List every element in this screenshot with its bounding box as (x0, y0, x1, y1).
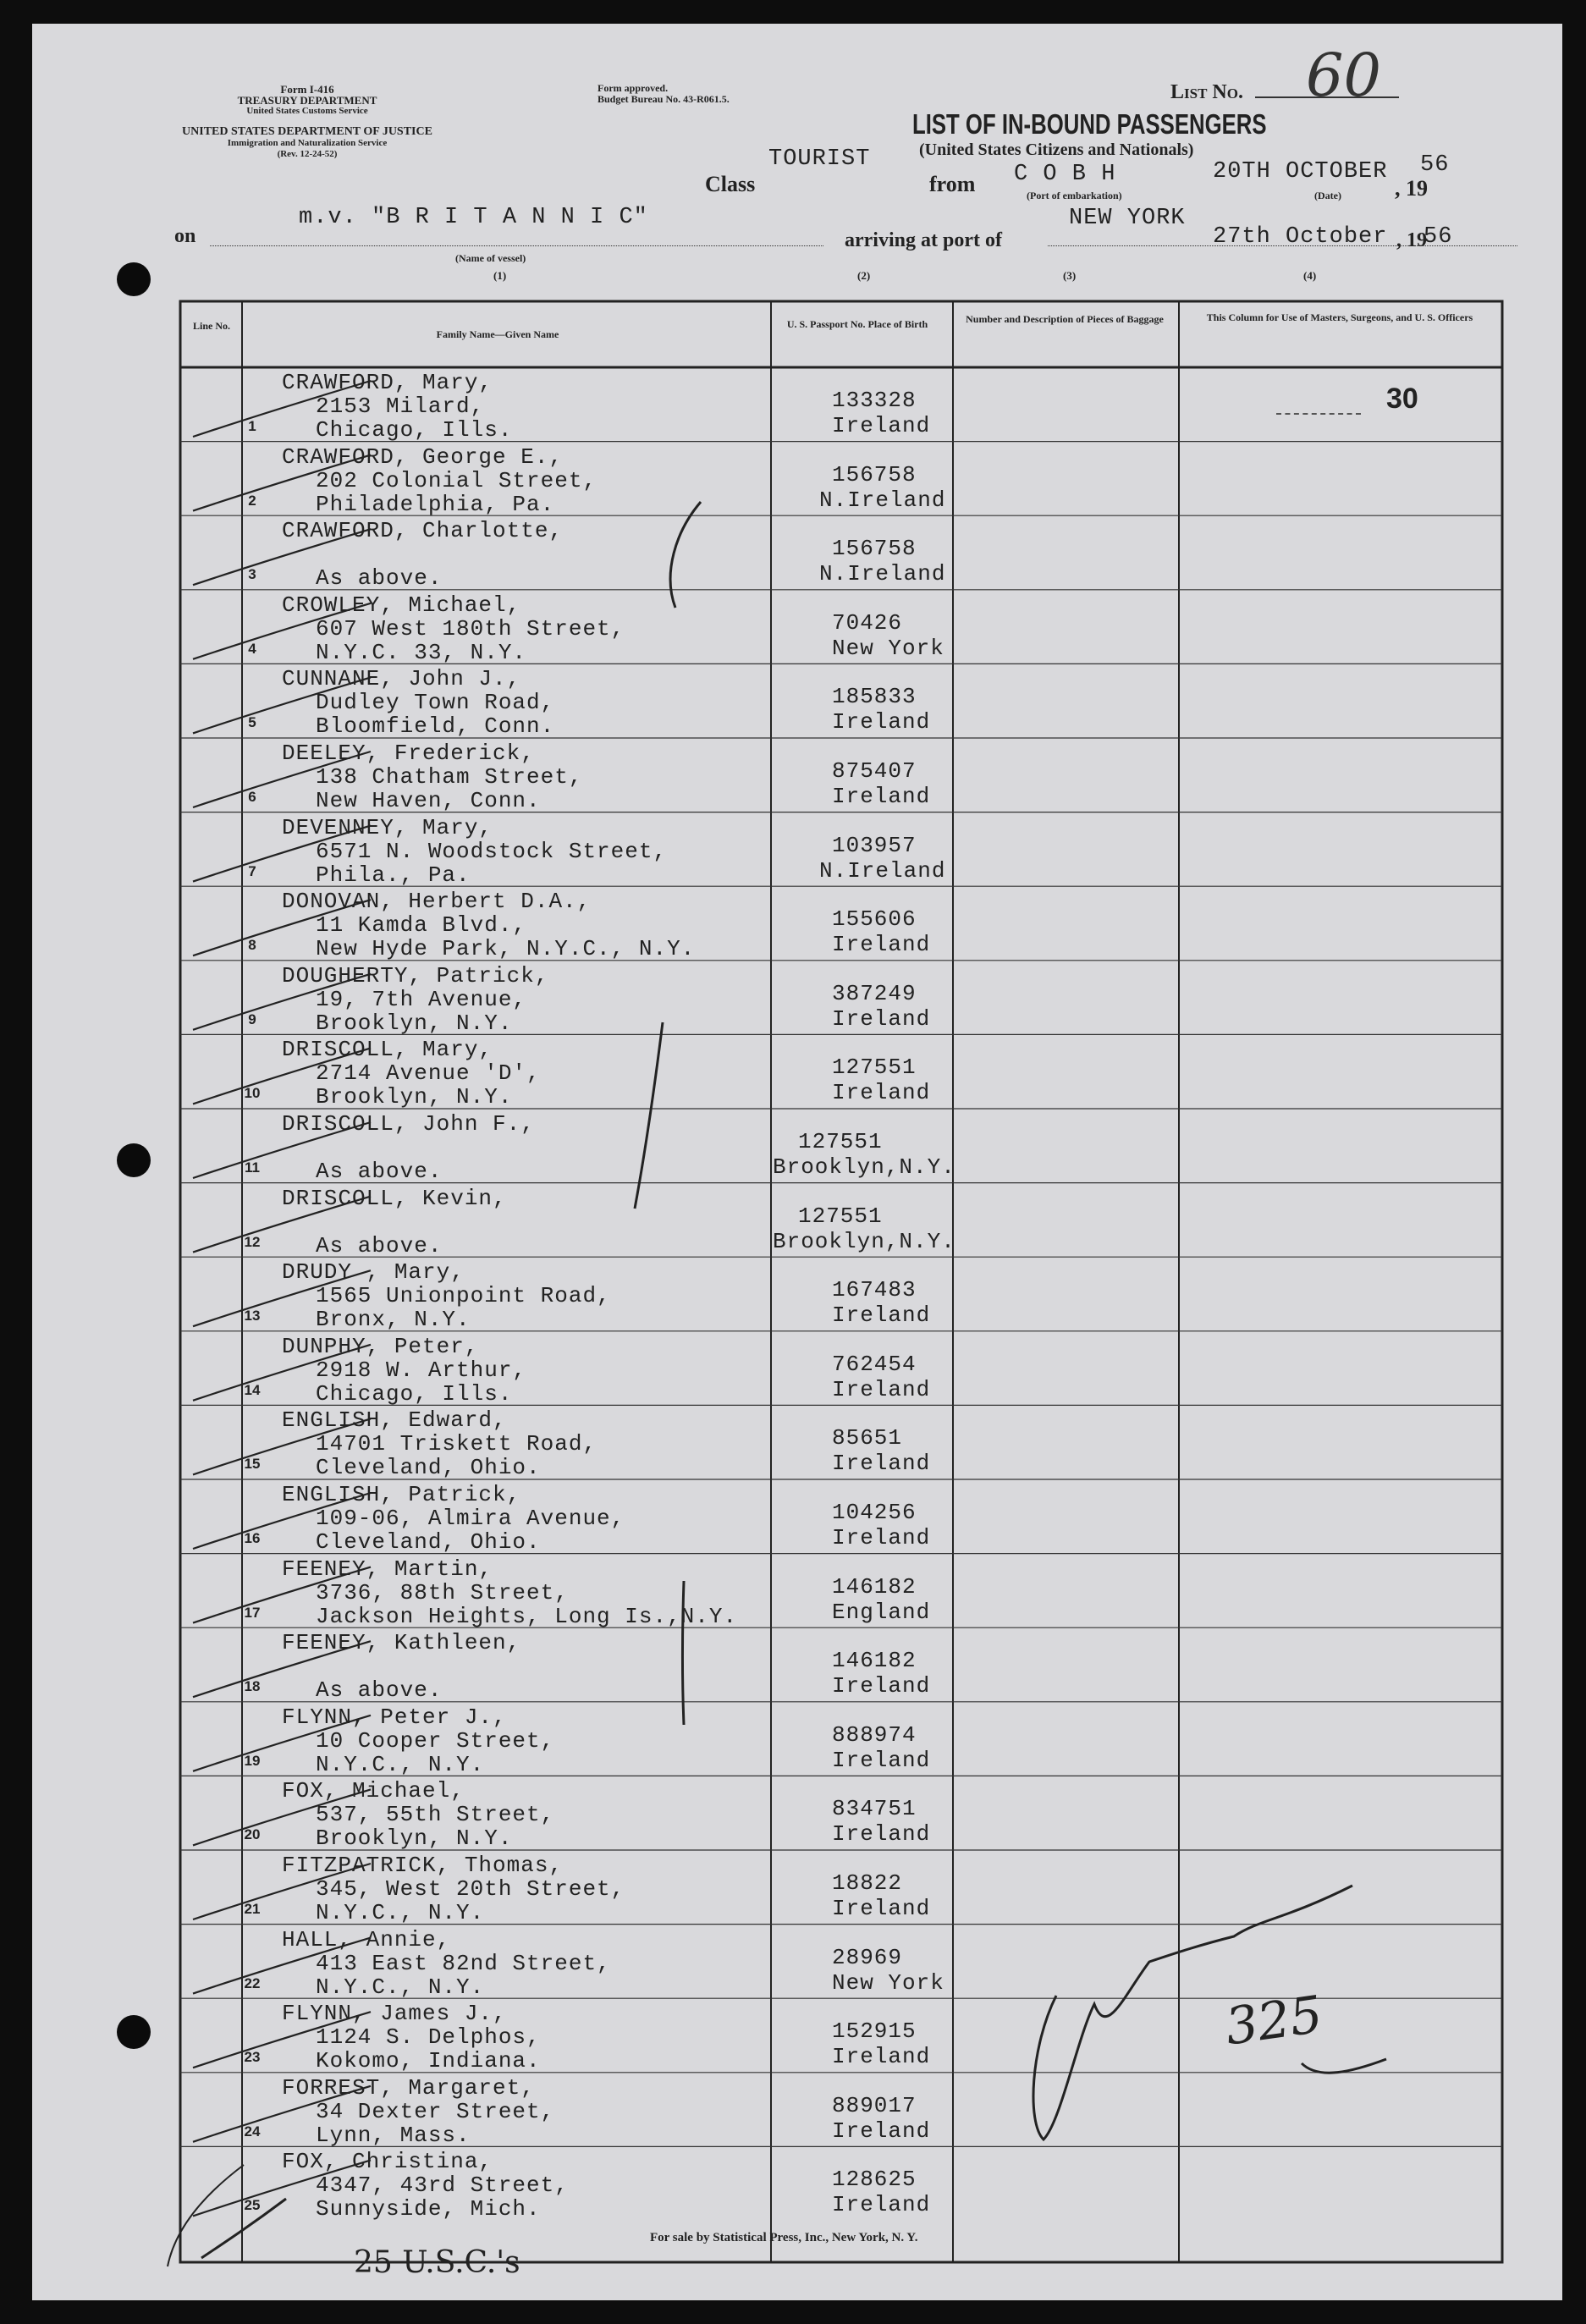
passenger-name: CUNNANE, John J., (282, 666, 521, 692)
address-line-1: 537, 55th Street, (316, 1802, 555, 1828)
address-line-2: Chicago, Ills. (316, 1380, 513, 1407)
vessel-caption: (Name of vessel) (455, 252, 526, 264)
passport-number: 889017 (832, 2092, 917, 2118)
address-line-2: Jackson Heights, Long Is.,N.Y. (316, 1603, 738, 1629)
line-number: 1 (248, 418, 256, 434)
passenger-name: FEENEY, Martin, (282, 1556, 493, 1582)
passenger-name: DRISCOLL, John F., (282, 1111, 535, 1137)
class-value: TOURIST (768, 146, 871, 172)
list-no-handwritten: 60 (1306, 41, 1382, 110)
place-of-birth: Ireland (832, 709, 931, 735)
address-line-1: 109-06, Almira Avenue, (316, 1506, 625, 1531)
list-no-label: List No. (1170, 81, 1243, 103)
signature-number: 325 (1221, 1985, 1326, 2057)
address-line-1: 138 Chatham Street, (316, 764, 583, 790)
address-line-2: Sunnyside, Mich. (316, 2196, 541, 2222)
embark-year: 56 (1420, 152, 1450, 178)
passport-number: 28969 (832, 1944, 903, 1970)
col-header-officers: This Column for Use of Masters, Surgeons, and U. S. Officers (1206, 311, 1473, 323)
address-line-2: Kokomo, Indiana. (316, 2048, 541, 2074)
passenger-name: FEENEY, Kathleen, (282, 1630, 521, 1656)
table-row (32, 1479, 1562, 1554)
place-of-birth: Ireland (832, 1302, 931, 1329)
address-line-1: 413 East 82nd Street, (316, 1950, 611, 1976)
passport-number: 104256 (832, 1500, 917, 1525)
passenger-name: ENGLISH, Edward, (282, 1407, 507, 1434)
passport-number: 888974 (832, 1721, 917, 1748)
arriving-label: arriving at port of (845, 229, 1002, 251)
passenger-name: DRISCOLL, Kevin, (282, 1185, 507, 1211)
place-of-birth: Ireland (832, 1673, 931, 1699)
table-row (32, 1034, 1562, 1109)
address-line-2: Cleveland, Ohio. (316, 1455, 541, 1481)
table-row (32, 886, 1562, 961)
table-row (32, 1702, 1562, 1776)
treasury-dept: TREASURY DEPARTMENT (237, 94, 377, 107)
passport-number: 156758 (832, 536, 917, 562)
table-row (32, 1257, 1562, 1331)
passenger-name: ENGLISH, Patrick, (282, 1482, 521, 1507)
address-line-2: New Hyde Park, N.Y.C., N.Y. (316, 936, 696, 962)
revision: (Rev. 12-24-52) (277, 149, 338, 159)
place-of-birth: Ireland (832, 932, 931, 958)
arrival-year-prefix: , 19 (1396, 229, 1427, 251)
place-of-birth: Ireland (832, 2117, 931, 2144)
address-line-2: N.Y.C., N.Y. (316, 1900, 485, 1925)
address-line-1: 3736, 88th Street, (316, 1579, 569, 1605)
line-number: 24 (244, 2123, 261, 2140)
table-row (32, 664, 1562, 738)
form-subtitle: (United States Citizens and Nationals) (919, 140, 1194, 159)
passport-number: 152915 (832, 2018, 917, 2045)
place-of-birth: Ireland (832, 2192, 931, 2218)
from-label: from (929, 172, 976, 196)
address-line-2: Lynn, Mass. (316, 2122, 471, 2148)
table-row (32, 1998, 1562, 2073)
table-row (32, 1183, 1562, 1258)
address-line-1: 607 West 180th Street, (316, 615, 625, 642)
passenger-name: FORREST, Margaret, (282, 2074, 535, 2101)
passport-number: 167483 (832, 1277, 917, 1303)
document-page (32, 24, 1562, 2300)
col-num-1: (1) (493, 269, 507, 282)
passport-number: 155606 (832, 906, 917, 933)
passenger-name: FITZPATRICK, Thomas, (282, 1853, 564, 1878)
arrival-port: NEW YORK (1069, 206, 1186, 231)
address-line-1: 1124 S. Delphos, (316, 2024, 541, 2051)
line-number: 4 (248, 640, 256, 657)
passenger-name: DRUDY , Mary, (282, 1259, 465, 1286)
passport-number: 127551 (798, 1129, 883, 1154)
place-of-birth: Ireland (832, 1080, 931, 1106)
line-number: 21 (244, 1901, 261, 1917)
passenger-name: HALL, Annie, (282, 1926, 451, 1952)
passport-number: 103957 (832, 832, 917, 858)
passport-number: 127551 (798, 1203, 883, 1229)
table-row (32, 1405, 1562, 1479)
passenger-name: CRAWFORD, Charlotte, (282, 518, 564, 544)
place-of-birth: Ireland (832, 1821, 931, 1848)
printer-note: For sale by Statistical Press, Inc., New York, N. Y. (650, 2231, 918, 2244)
table-row (32, 1109, 1562, 1183)
address-line-2: As above. (316, 565, 443, 592)
form-title: LIST OF IN-BOUND PASSENGERS (912, 108, 1267, 140)
passport-number: 127551 (832, 1055, 917, 1081)
line-number: 15 (244, 1456, 261, 1473)
passport-number: 146182 (832, 1648, 917, 1674)
address-line-2: Bronx, N.Y. (316, 1307, 471, 1333)
col-header-baggage: Number and Description of Pieces of Baggage (966, 313, 1164, 325)
place-of-birth: N.Ireland (819, 857, 946, 884)
address-line-2: Chicago, Ills. (316, 417, 513, 443)
address-line-1: 345, West 20th Street, (316, 1876, 625, 1902)
passport-number: 156758 (832, 461, 917, 487)
passport-number: 18822 (832, 1870, 903, 1896)
address-line-2: As above. (316, 1159, 443, 1184)
address-line-2: As above. (316, 1677, 443, 1704)
passenger-name: DUNPHY, Peter, (282, 1333, 479, 1359)
port-embarkation: C O B H (1014, 162, 1116, 187)
class-label: Class (705, 172, 756, 196)
table-row (32, 1925, 1562, 1999)
line-number: 12 (244, 1233, 261, 1250)
place-of-birth: Ireland (832, 413, 931, 438)
officer-note: 30 (1386, 383, 1418, 415)
passport-number: 185833 (832, 684, 917, 710)
line-number: 3 (248, 566, 256, 583)
passenger-name: CROWLEY, Michael, (282, 592, 521, 618)
line-number: 2 (248, 492, 256, 509)
place-of-birth: Ireland (832, 1005, 931, 1032)
place-of-birth: Ireland (832, 1451, 931, 1477)
address-line-1: 34 Dexter Street, (316, 2098, 555, 2124)
place-of-birth: Brooklyn,N.Y. (773, 1228, 955, 1254)
table-row (32, 1776, 1562, 1850)
table-row (32, 1554, 1562, 1628)
table-row (32, 1627, 1562, 1702)
place-of-birth: Brooklyn,N.Y. (773, 1154, 955, 1180)
line-number: 13 (244, 1308, 261, 1324)
place-of-birth: Ireland (832, 1376, 931, 1402)
line-number: 20 (244, 1826, 261, 1843)
line-number: 10 (244, 1085, 261, 1102)
address-line-2: Brooklyn, N.Y. (316, 1826, 513, 1852)
address-line-1: 4347, 43rd Street, (316, 2173, 569, 2199)
address-line-1: 2153 Milard, (316, 394, 485, 419)
line-number: 11 (245, 1159, 260, 1176)
count-note: 25 U.S.C.'s (354, 2245, 520, 2280)
line-number: 17 (244, 1604, 261, 1621)
date-caption: (Date) (1314, 190, 1341, 201)
on-label: on (174, 225, 196, 247)
address-line-2: N.Y.C., N.Y. (316, 1751, 485, 1777)
address-line-2: N.Y.C., N.Y. (316, 1974, 485, 2000)
address-line-1: 6571 N. Woodstock Street, (316, 838, 668, 864)
table-row (32, 2146, 1562, 2221)
line-number: 7 (248, 862, 256, 879)
table-row (32, 1850, 1562, 1925)
customs-service: United States Customs Service (246, 106, 368, 116)
col-num-3: (3) (1063, 269, 1077, 282)
form-approved: Form approved. (598, 82, 669, 94)
place-of-birth: Ireland (832, 1896, 931, 1921)
table-row (32, 515, 1562, 590)
passport-number: 85651 (832, 1425, 903, 1451)
table-row (32, 738, 1562, 812)
table-row (32, 442, 1562, 516)
place-of-birth: N.Ireland (819, 487, 946, 513)
passenger-name: CRAWFORD, Mary, (282, 370, 493, 395)
place-of-birth: Ireland (832, 1525, 931, 1550)
vessel-name: m.v. "B R I T A N N I C" (299, 205, 648, 230)
line-number: 5 (248, 714, 256, 731)
line-number: 22 (244, 1974, 261, 1991)
line-number: 16 (244, 1530, 261, 1546)
line-number: 9 (248, 1011, 256, 1027)
passenger-name: DEELEY, Frederick, (282, 741, 535, 766)
table-row (32, 590, 1562, 664)
table-row (32, 961, 1562, 1035)
budget-bureau: Budget Bureau No. 43-R061.5. (598, 93, 730, 105)
col-header-name: Family Name—Given Name (436, 328, 559, 340)
passenger-name: DONOVAN, Herbert D.A., (282, 889, 592, 915)
address-line-1: 19, 7th Avenue, (316, 986, 527, 1012)
line-number: 19 (244, 1752, 261, 1769)
table-row (32, 812, 1562, 887)
col-header-line-no: Line No. (192, 320, 230, 332)
passenger-name: FOX, Michael, (282, 1778, 465, 1804)
passport-number: 70426 (832, 609, 903, 636)
address-line-2: Philadelphia, Pa. (316, 491, 555, 517)
passport-number: 762454 (832, 1351, 917, 1377)
passenger-name: FLYNN, James J., (282, 2001, 507, 2027)
address-line-2: N.Y.C. 33, N.Y. (316, 639, 527, 665)
passenger-name: DEVENNEY, Mary, (282, 814, 493, 840)
passport-number: 146182 (832, 1573, 917, 1600)
line-number: 25 (244, 2197, 261, 2214)
line-number: 18 (244, 1678, 261, 1695)
address-line-1: 11 Kamda Blvd., (316, 912, 527, 939)
address-line-1: 1565 Unionpoint Road, (316, 1283, 611, 1309)
passenger-name: DOUGHERTY, Patrick, (282, 962, 549, 989)
place-of-birth: Ireland (832, 2044, 931, 2070)
passenger-name: DRISCOLL, Mary, (282, 1037, 493, 1063)
arrival-date: 27th October (1213, 224, 1388, 250)
form-number: Form I-416 (280, 83, 334, 96)
place-of-birth: New York (832, 635, 944, 661)
address-line-1: 14701 Triskett Road, (316, 1431, 598, 1457)
passport-number: 128625 (832, 2167, 917, 2193)
passport-number: 133328 (832, 388, 917, 413)
place-of-birth: England (832, 1599, 931, 1625)
line-number: 14 (244, 1381, 261, 1398)
address-line-2: As above. (316, 1232, 443, 1258)
address-line-2: Phila., Pa. (316, 862, 471, 888)
place-of-birth: N.Ireland (819, 561, 946, 587)
passport-number: 834751 (832, 1796, 917, 1822)
address-line-1: 2918 W. Arthur, (316, 1357, 527, 1383)
col-num-4: (4) (1303, 269, 1317, 282)
address-line-2: Cleveland, Ohio. (316, 1529, 541, 1555)
passport-number: 387249 (832, 980, 917, 1006)
port-embark-caption: (Port of embarkation) (1027, 190, 1122, 201)
table-row (32, 367, 1562, 442)
place-of-birth: Ireland (832, 784, 931, 809)
address-line-1: 202 Colonial Street, (316, 467, 598, 493)
justice-dept: UNITED STATES DEPARTMENT OF JUSTICE (182, 125, 432, 138)
ins-service: Immigration and Naturalization Service (227, 138, 388, 148)
address-line-1: Dudley Town Road, (316, 690, 555, 716)
place-of-birth: New York (832, 1969, 944, 1996)
place-of-birth: Ireland (832, 1747, 931, 1773)
address-line-2: Brooklyn, N.Y. (316, 1084, 513, 1110)
table-row (32, 1331, 1562, 1406)
passenger-name: CRAWFORD, George E., (282, 443, 564, 470)
col-num-2: (2) (857, 269, 871, 282)
address-line-1: 10 Cooper Street, (316, 1727, 555, 1754)
passport-number: 875407 (832, 758, 917, 784)
passenger-name: FLYNN, Peter J., (282, 1704, 507, 1730)
address-line-1: 2714 Avenue 'D', (316, 1060, 541, 1087)
line-number: 8 (248, 937, 256, 954)
embark-year-prefix: , 19 (1395, 176, 1428, 201)
address-line-2: Brooklyn, N.Y. (316, 1010, 513, 1036)
address-line-2: Bloomfield, Conn. (316, 713, 555, 740)
embark-date: 20TH OCTOBER (1213, 159, 1388, 184)
line-number: 23 (244, 2049, 261, 2066)
passenger-name: FOX, Christina, (282, 2149, 493, 2175)
arrival-year: 56 (1424, 224, 1453, 250)
col-header-passport: U. S. Passport No. Place of Birth (786, 318, 928, 330)
address-line-2: New Haven, Conn. (316, 788, 541, 813)
table-row (32, 2073, 1562, 2147)
line-number: 6 (248, 789, 256, 805)
